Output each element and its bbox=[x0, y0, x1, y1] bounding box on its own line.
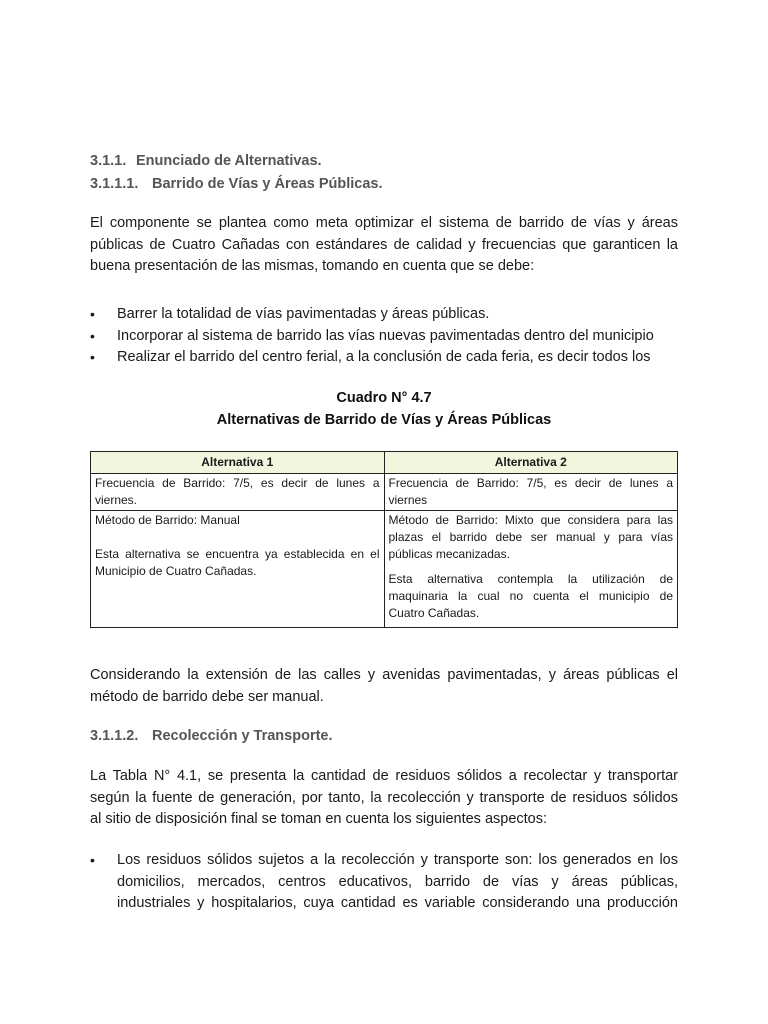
table-header-row bbox=[91, 452, 678, 474]
list-item bbox=[90, 304, 678, 326]
bullet-icon: • bbox=[90, 306, 95, 322]
cell-line: Cuatro Cañadas. bbox=[388, 606, 480, 620]
column-header-alternativa-1: Alternativa 1 bbox=[91, 452, 385, 474]
heading-text: Enunciado de Alternativas. bbox=[136, 153, 322, 169]
cell-line: públicas mecanizadas. bbox=[388, 547, 510, 561]
text-line: El componente se plantea como meta optimizar el sistema de barrido de vías y áreas bbox=[90, 215, 678, 231]
paragraph-barrido-manual bbox=[90, 665, 678, 708]
heading-number: 3.1.1. bbox=[90, 153, 127, 169]
list-item bbox=[90, 347, 678, 369]
heading-barrido bbox=[90, 176, 383, 192]
text-line: domicilios, mercados, centros educativos, barrido de vías y áreas públicas, bbox=[117, 873, 678, 890]
list-item bbox=[90, 326, 678, 348]
heading-text: Barrido de Vías y Áreas Públicas. bbox=[152, 176, 383, 192]
intro-paragraph bbox=[90, 213, 678, 278]
heading-recoleccion bbox=[90, 728, 333, 744]
alternatives-table bbox=[90, 451, 678, 628]
cell-line: Método de Barrido: Manual bbox=[95, 513, 240, 527]
list-item bbox=[90, 850, 678, 915]
bullet-list-barrido bbox=[90, 304, 678, 369]
list-item-text: Incorporar al sistema de barrido las vías nuevas pavimentadas dentro del municipio bbox=[117, 327, 654, 344]
bullet-icon: • bbox=[90, 852, 95, 868]
table-cell bbox=[384, 511, 678, 628]
list-item-text bbox=[117, 850, 678, 915]
cell-spacer bbox=[95, 529, 380, 546]
text-line: La Tabla N° 4.1, se presenta la cantidad de residuos sólidos a recolectar y transportar bbox=[90, 768, 678, 784]
table-row bbox=[91, 474, 678, 511]
cell-line: Método de Barrido: Mixto que considera para las bbox=[388, 513, 673, 527]
text-line: al sitio de disposición final se toman en cuenta los siguientes aspectos: bbox=[90, 811, 548, 827]
table-cell bbox=[384, 474, 678, 511]
text-line: industriales y hospitalarios, cuya cantidad es variable considerando una producción bbox=[117, 895, 678, 911]
list-item-text: Barrer la totalidad de vías pavimentadas y áreas públicas. bbox=[117, 306, 490, 322]
cell-line: viernes. bbox=[95, 493, 138, 507]
cell-line: viernes bbox=[388, 493, 428, 507]
cell-line: Frecuencia de Barrido: 7/5, es decir de lunes a bbox=[95, 476, 380, 490]
table-cell bbox=[91, 474, 385, 511]
bullet-list-recoleccion bbox=[90, 850, 678, 915]
cell-line: Municipio de Cuatro Cañadas. bbox=[95, 564, 257, 578]
column-header-alternativa-2: Alternativa 2 bbox=[384, 452, 678, 474]
cell-spacer bbox=[389, 563, 674, 571]
text-line: públicas de Cuatro Cañadas con estándares de calidad y frecuencias que garanticen la bbox=[90, 236, 678, 253]
bullet-icon: • bbox=[90, 349, 95, 365]
paragraph-tabla bbox=[90, 766, 678, 831]
text-line: según la fuente de generación, por tanto, la recolección y transporte de residuos sólidos bbox=[90, 789, 678, 806]
table-caption-title: Alternativas de Barrido de Vías y Áreas Públicas bbox=[216, 412, 552, 428]
heading-number: 3.1.1.2. bbox=[90, 728, 139, 744]
table-caption-number: Cuadro N° 4.7 bbox=[336, 390, 432, 406]
table-row bbox=[91, 511, 678, 628]
cell-line: Esta alternativa contempla la utilización de bbox=[388, 572, 673, 586]
list-item-text: Realizar el barrido del centro ferial, a la conclusión de cada feria, es decir todos los bbox=[117, 349, 651, 365]
cell-line: Esta alternativa se encuentra ya establecida en el bbox=[95, 547, 380, 561]
cell-line: maquinaria la cual no cuenta el municipio de bbox=[388, 589, 673, 603]
text-line: Los residuos sólidos sujetos a la recolección y transporte son: los generados en los bbox=[117, 852, 678, 868]
text-line: método de barrido debe ser manual. bbox=[90, 688, 324, 705]
heading-enunciado bbox=[90, 153, 322, 169]
heading-number: 3.1.1.1. bbox=[90, 176, 139, 192]
heading-text: Recolección y Transporte. bbox=[152, 728, 333, 744]
text-line: Considerando la extensión de las calles y avenidas pavimentadas, y áreas públicas el bbox=[90, 667, 678, 683]
cell-line: plazas el barrido debe ser manual y para vías bbox=[388, 530, 673, 544]
text-line: buena presentación de las mismas, tomando en cuenta que se debe: bbox=[90, 258, 535, 274]
table-cell bbox=[91, 511, 385, 628]
bullet-icon: • bbox=[90, 327, 95, 344]
cell-line: Frecuencia de Barrido: 7/5, es decir de lunes a bbox=[388, 476, 673, 490]
